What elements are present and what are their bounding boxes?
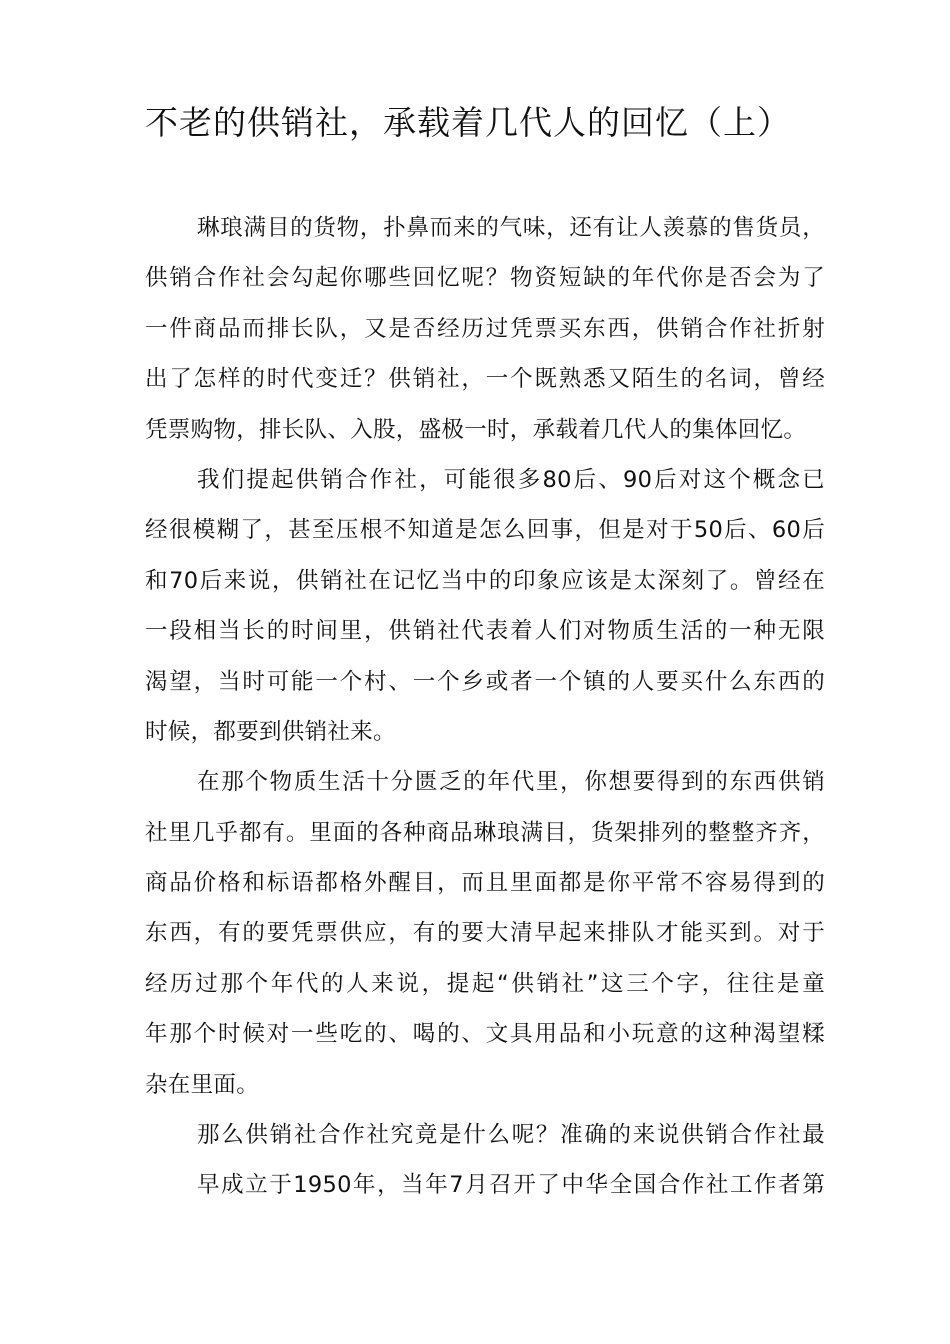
text-line: 那么供销社合作社究竟是什么呢？准确的来说供销合作社最 xyxy=(197,1122,825,1149)
text-line: 东西，有的要凭票供应，有的要大清早起来排队才能买到。对于 xyxy=(145,920,825,947)
text-line: 经历过那个年代的人来说，提起“供销社”这三个字，往往是童 xyxy=(145,970,825,997)
text-line: 社里几乎都有。里面的各种商品琳琅满目，货架排列的整整齐齐， xyxy=(145,819,825,846)
text-line: 商品价格和标语都格外醒目，而且里面都是你平常不容易得到的 xyxy=(145,870,825,897)
text-line: 出了怎样的时代变迁？供销社，一个既熟悉又陌生的名词，曾经 xyxy=(145,366,825,393)
text-line: 一段相当长的时间里，供销社代表着人们对物质生活的一种无限 xyxy=(145,618,825,645)
paragraph xyxy=(145,1110,825,1160)
text-line: 时候，都要到供销社来。 xyxy=(145,718,396,745)
text-line: 在那个物质生活十分匮乏的年代里，你想要得到的东西供销 xyxy=(197,769,825,796)
paragraph xyxy=(145,203,825,455)
text-line: 经很模糊了，甚至压根不知道是怎么回事，但是对于50后、60后 xyxy=(145,517,825,544)
text-line: 杂在里面。 xyxy=(145,1071,260,1098)
text-line: 琳琅满目的货物，扑鼻而来的气味，还有让人羡慕的售货员， xyxy=(197,215,825,241)
paragraph xyxy=(145,757,825,1110)
text-line: 凭票购物，排长队、入股，盛极一时，承载着几代人的集体回忆。 xyxy=(145,416,807,443)
text-line: 我们提起供销合作社，可能很多80后、90后对这个概念已 xyxy=(197,466,825,493)
text-line: 供销合作社会勾起你哪些回忆呢？物资短缺的年代你是否会为了 xyxy=(145,265,825,292)
text-line: 年那个时候对一些吃的、喝的、文具用品和小玩意的这种渴望糅 xyxy=(145,1021,825,1048)
paragraph xyxy=(145,1160,825,1210)
document-title: 不老的供销社，承载着几代人的回忆（上） xyxy=(145,103,791,142)
paragraph xyxy=(145,455,825,757)
text-line: 一件商品而排长队，又是否经历过凭票买东西，供销合作社折射 xyxy=(145,315,825,342)
text-line: 早成立于1950年，当年7月召开了中华全国合作社工作者第 xyxy=(197,1172,825,1199)
text-line: 渴望，当时可能一个村、一个乡或者一个镇的人要买什么东西的 xyxy=(145,668,825,695)
text-line: 和70后来说，供销社在记忆当中的印象应该是太深刻了。曾经在 xyxy=(145,567,825,594)
document-body xyxy=(145,203,825,1211)
